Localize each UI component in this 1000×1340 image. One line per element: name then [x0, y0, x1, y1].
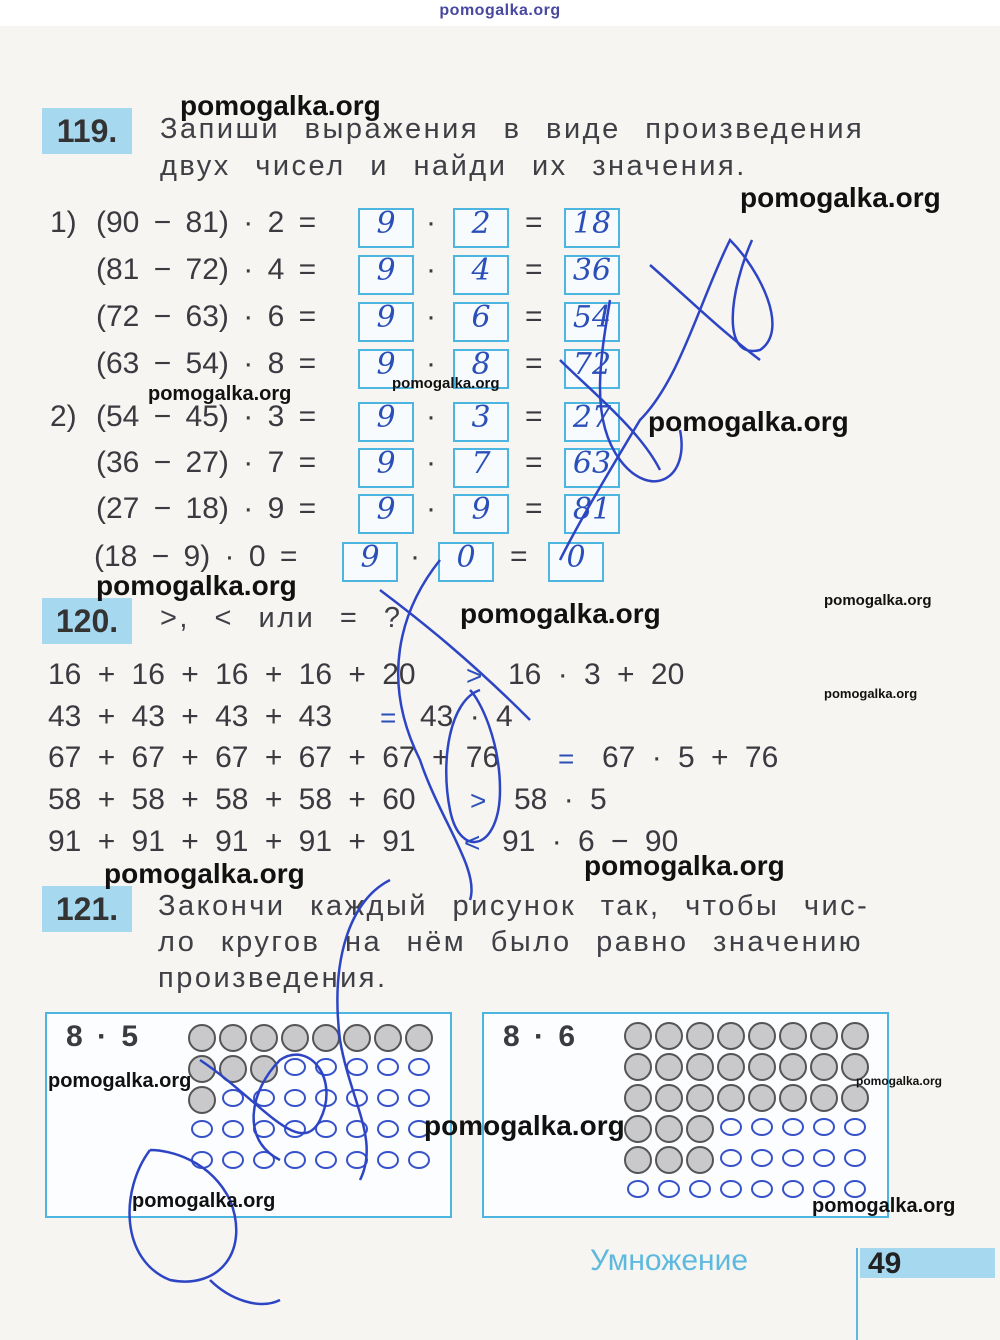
- right-printed-circle: [686, 1053, 714, 1081]
- left-printed-circle: [374, 1024, 402, 1052]
- top-watermark: pomogalka.org: [439, 2, 561, 19]
- watermark-8: pomogalka.org: [824, 592, 932, 609]
- comparison-left: 91 + 91 + 91 + 91 + 91: [48, 825, 416, 858]
- answer-factor-b: 7: [471, 446, 491, 481]
- left-drawn-circle: [408, 1058, 430, 1076]
- comparison-right: 67 · 5 + 76: [602, 741, 779, 774]
- left-drawn-circle: [377, 1058, 399, 1076]
- right-printed-circle: [624, 1022, 652, 1050]
- comparison-sign: =: [380, 702, 397, 733]
- left-printed-circle: [219, 1055, 247, 1083]
- dot-sign: ·: [426, 446, 436, 479]
- watermark-16: pomogalka.org: [812, 1195, 956, 1217]
- task-121-text-line3: произведения.: [158, 962, 388, 994]
- watermark-7: pomogalka.org: [460, 598, 661, 629]
- left-drawn-circle: [253, 1120, 275, 1138]
- task-119-expression: (54 − 45) · 3 =: [96, 400, 317, 433]
- right-drawn-circle: [813, 1149, 835, 1167]
- left-printed-circle: [312, 1024, 340, 1052]
- left-printed-circle: [405, 1024, 433, 1052]
- left-drawn-circle: [346, 1058, 368, 1076]
- answer-factor-b: 2: [471, 206, 491, 241]
- right-printed-circle: [748, 1084, 776, 1112]
- left-drawn-circle: [253, 1151, 275, 1169]
- comparison-sign: >: [470, 785, 487, 816]
- equals-sign: =: [525, 253, 543, 286]
- left-drawn-circle: [222, 1120, 244, 1138]
- section-title: Умножение: [590, 1244, 749, 1277]
- right-drawn-circle: [751, 1149, 773, 1167]
- dot-sign: ·: [426, 300, 436, 333]
- watermark-12: pomogalka.org: [48, 1070, 192, 1092]
- left-drawn-circle: [284, 1058, 306, 1076]
- answer-result: 81: [572, 492, 612, 527]
- right-drawn-circle: [751, 1180, 773, 1198]
- right-printed-circle: [655, 1084, 683, 1112]
- right-drawn-circle: [782, 1118, 804, 1136]
- right-printed-circle: [655, 1115, 683, 1143]
- right-printed-circle: [624, 1115, 652, 1143]
- right-printed-circle: [810, 1053, 838, 1081]
- comparison-left: 16 + 16 + 16 + 16 + 20: [48, 658, 416, 691]
- comparison-left: 67 + 67 + 67 + 67 + 67 + 76: [48, 741, 500, 774]
- task-120-text: >, < или = ?: [160, 602, 403, 634]
- answer-factor-a: 9: [376, 300, 396, 335]
- left-drawn-circle: [377, 1151, 399, 1169]
- comparison-right: 43 · 4: [420, 700, 513, 733]
- left-drawn-circle: [377, 1089, 399, 1107]
- left-frame-expression: 8 · 5: [66, 1020, 139, 1053]
- answer-result: 27: [572, 400, 612, 435]
- right-printed-circle: [810, 1022, 838, 1050]
- right-printed-circle: [655, 1146, 683, 1174]
- right-printed-circle: [624, 1053, 652, 1081]
- right-printed-circle: [686, 1115, 714, 1143]
- left-drawn-circle: [222, 1089, 244, 1107]
- watermark-3: pomogalka.org: [148, 383, 292, 405]
- comparison-right: 91 · 6 − 90: [502, 825, 679, 858]
- left-printed-circle: [281, 1024, 309, 1052]
- task-119-expression: (90 − 81) · 2 =: [96, 206, 317, 239]
- left-drawn-circle: [377, 1120, 399, 1138]
- task-121-text-line1: Закончи каждый рисунок так, чтобы чис-: [158, 890, 870, 922]
- left-printed-circle: [219, 1024, 247, 1052]
- equals-sign: =: [525, 300, 543, 333]
- right-drawn-circle: [844, 1118, 866, 1136]
- dot-sign: ·: [426, 347, 436, 380]
- watermark-11: pomogalka.org: [104, 858, 305, 889]
- answer-result: 36: [572, 253, 612, 288]
- answer-factor-b: 9: [471, 492, 491, 527]
- right-frame-expression: 8 · 6: [503, 1020, 576, 1053]
- answer-result: 54: [572, 300, 612, 335]
- comparison-sign: =: [558, 743, 575, 774]
- right-printed-circle: [748, 1053, 776, 1081]
- watermark-1: pomogalka.org: [180, 90, 381, 121]
- left-drawn-circle: [346, 1089, 368, 1107]
- right-printed-circle: [717, 1022, 745, 1050]
- answer-result: 63: [572, 446, 612, 481]
- right-drawn-circle: [689, 1180, 711, 1198]
- right-drawn-circle: [720, 1149, 742, 1167]
- answer-factor-b: 4: [471, 253, 491, 288]
- task-121-text-line2: ло кругов на нём было равно значению: [158, 926, 864, 958]
- left-drawn-circle: [284, 1089, 306, 1107]
- answer-factor-a: 9: [376, 253, 396, 288]
- left-drawn-circle: [315, 1151, 337, 1169]
- right-printed-circle: [686, 1022, 714, 1050]
- task-119-expression: (27 − 18) · 9 =: [96, 492, 317, 525]
- answer-factor-b: 8: [471, 347, 491, 382]
- right-drawn-circle: [782, 1149, 804, 1167]
- answer-factor-a: 9: [376, 206, 396, 241]
- equals-sign: =: [510, 540, 528, 573]
- watermark-10: pomogalka.org: [584, 850, 785, 881]
- task-121-number: 121.: [42, 886, 132, 932]
- task-120-number: 120.: [42, 598, 132, 644]
- comparison-right: 16 · 3 + 20: [508, 658, 685, 691]
- watermark-9: pomogalka.org: [824, 686, 918, 701]
- left-drawn-circle: [284, 1120, 306, 1138]
- equals-sign: =: [525, 206, 543, 239]
- answer-result: 0: [566, 540, 586, 575]
- left-printed-circle: [188, 1055, 216, 1083]
- right-printed-circle: [655, 1022, 683, 1050]
- task-119-group1-label: 1): [50, 206, 77, 239]
- dot-sign: ·: [426, 400, 436, 433]
- equals-sign: =: [525, 446, 543, 479]
- page-number: 49: [868, 1247, 902, 1280]
- answer-factor-a: 9: [376, 400, 396, 435]
- left-drawn-circle: [408, 1151, 430, 1169]
- answer-factor-a: 9: [376, 492, 396, 527]
- left-printed-circle: [343, 1024, 371, 1052]
- dot-sign: ·: [426, 206, 436, 239]
- right-printed-circle: [655, 1053, 683, 1081]
- right-printed-circle: [779, 1022, 807, 1050]
- right-drawn-circle: [813, 1118, 835, 1136]
- left-drawn-circle: [191, 1151, 213, 1169]
- comparison-sign: >: [466, 660, 483, 691]
- right-printed-circle: [717, 1053, 745, 1081]
- right-printed-circle: [810, 1084, 838, 1112]
- page-number-divider: [856, 1248, 858, 1340]
- right-printed-circle: [779, 1084, 807, 1112]
- comparison-right: 58 · 5: [514, 783, 607, 816]
- right-printed-circle: [624, 1084, 652, 1112]
- left-drawn-circle: [253, 1089, 275, 1107]
- dot-sign: ·: [410, 540, 420, 573]
- right-drawn-circle: [782, 1180, 804, 1198]
- comparison-left: 43 + 43 + 43 + 43: [48, 700, 333, 733]
- right-printed-circle: [624, 1146, 652, 1174]
- right-printed-circle: [841, 1022, 869, 1050]
- watermark-5: pomogalka.org: [648, 406, 849, 437]
- watermark-15: pomogalka.org: [132, 1190, 276, 1212]
- answer-result: 72: [572, 347, 612, 382]
- task-119-expression: (72 − 63) · 6 =: [96, 300, 317, 333]
- right-drawn-circle: [844, 1149, 866, 1167]
- left-drawn-circle: [408, 1089, 430, 1107]
- equals-sign: =: [525, 492, 543, 525]
- answer-factor-a: 9: [376, 446, 396, 481]
- task-119-group2-label: 2): [50, 400, 77, 433]
- right-printed-circle: [686, 1146, 714, 1174]
- answer-factor-a: 9: [360, 540, 380, 575]
- right-drawn-circle: [720, 1180, 742, 1198]
- right-printed-circle: [779, 1053, 807, 1081]
- left-printed-circle: [250, 1024, 278, 1052]
- left-drawn-circle: [191, 1120, 213, 1138]
- left-printed-circle: [188, 1086, 216, 1114]
- answer-factor-b: 6: [471, 300, 491, 335]
- left-drawn-circle: [315, 1058, 337, 1076]
- left-drawn-circle: [346, 1151, 368, 1169]
- task-119-expression: (18 − 9) · 0 =: [94, 540, 298, 573]
- right-printed-circle: [748, 1022, 776, 1050]
- watermark-6: pomogalka.org: [96, 570, 297, 601]
- right-drawn-circle: [720, 1118, 742, 1136]
- answer-factor-b: 3: [471, 400, 491, 435]
- comparison-sign: <: [464, 827, 481, 858]
- dot-sign: ·: [426, 253, 436, 286]
- right-drawn-circle: [751, 1118, 773, 1136]
- task-119-number: 119.: [42, 108, 132, 154]
- right-printed-circle: [717, 1084, 745, 1112]
- left-drawn-circle: [315, 1120, 337, 1138]
- task-119-expression: (36 − 27) · 7 =: [96, 446, 317, 479]
- left-drawn-circle: [284, 1151, 306, 1169]
- right-drawn-circle: [627, 1180, 649, 1198]
- task-119-expression: (63 − 54) · 8 =: [96, 347, 317, 380]
- left-drawn-circle: [315, 1089, 337, 1107]
- left-printed-circle: [188, 1024, 216, 1052]
- equals-sign: =: [525, 347, 543, 380]
- task-119-text-line2: двух чисел и найди их значения.: [160, 150, 747, 182]
- answer-factor-a: 9: [376, 347, 396, 382]
- watermark-2: pomogalka.org: [740, 182, 941, 213]
- left-drawn-circle: [222, 1151, 244, 1169]
- answer-result: 18: [572, 206, 612, 241]
- task-119-text-line1: Запиши выражения в виде произведения: [160, 113, 865, 145]
- task-119-expression: (81 − 72) · 4 =: [96, 253, 317, 286]
- dot-sign: ·: [426, 492, 436, 525]
- watermark-14: pomogalka.org: [424, 1110, 625, 1141]
- comparison-left: 58 + 58 + 58 + 58 + 60: [48, 783, 416, 816]
- watermark-13: pomogalka.org: [856, 1074, 943, 1088]
- right-drawn-circle: [658, 1180, 680, 1198]
- left-drawn-circle: [346, 1120, 368, 1138]
- answer-factor-b: 0: [456, 540, 476, 575]
- equals-sign: =: [525, 400, 543, 433]
- right-printed-circle: [686, 1084, 714, 1112]
- right-printed-circle: [841, 1084, 869, 1112]
- left-printed-circle: [250, 1055, 278, 1083]
- watermark-4: pomogalka.org: [392, 375, 500, 392]
